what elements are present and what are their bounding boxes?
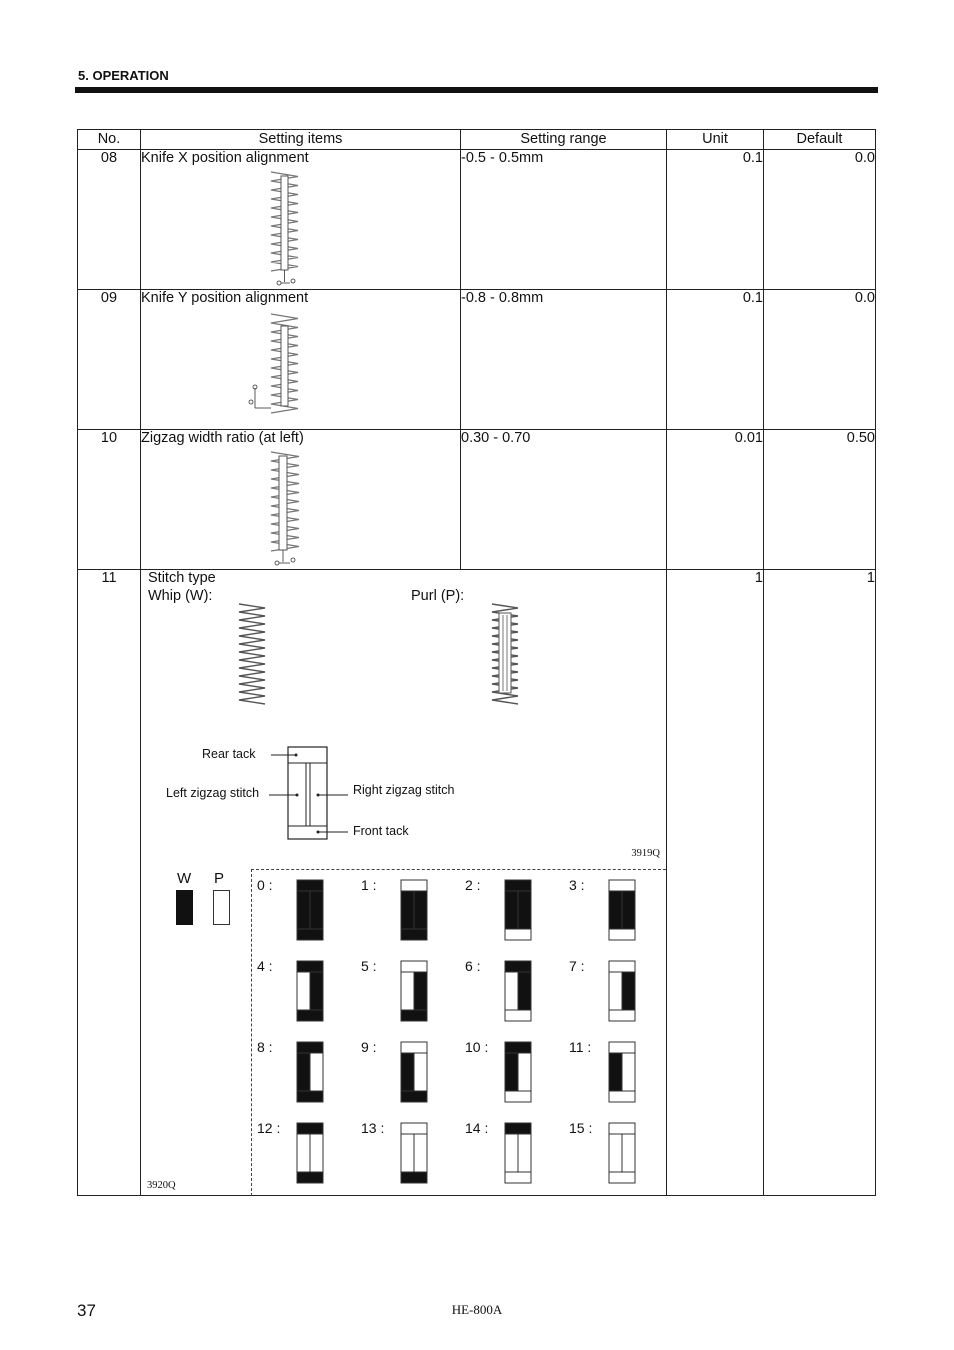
stitch-type-13-front-tack (401, 1172, 427, 1183)
col-header-unit: Unit (667, 130, 764, 150)
stitch-type-12-rear-tack (297, 1123, 323, 1134)
col-header-setting-items: Setting items (141, 130, 461, 150)
type-label-15: 15 : (569, 1120, 593, 1136)
stitch-type-14-left-zigzag (505, 1134, 518, 1172)
stitch-type-2-left-zigzag (505, 891, 518, 929)
row-no: 08 (78, 150, 141, 290)
stitch-type-5-right-zigzag (414, 972, 427, 1010)
stitch-type-3-right-zigzag (622, 891, 635, 929)
buttonhole-parts-diagram (266, 741, 366, 841)
stitch-type-3-rear-tack (609, 880, 635, 891)
stitch-type-14-rear-tack (505, 1123, 531, 1134)
stitch-type-10-rear-tack (505, 1042, 531, 1053)
type-label-11: 11 : (569, 1039, 592, 1055)
stitch-type-13-left-zigzag (401, 1134, 414, 1172)
stitch-type-6-rear-tack (505, 961, 531, 972)
table-row (78, 430, 876, 570)
stitch-type-1-rear-tack (401, 880, 427, 891)
stitch-type-14-front-tack (505, 1172, 531, 1183)
stitch-type-13-rear-tack (401, 1123, 427, 1134)
front-tack-label: Front tack (353, 824, 409, 838)
type-label-3: 3 : (569, 877, 585, 893)
col-header-no: No. (78, 130, 141, 150)
stitch-type-9-right-zigzag (414, 1053, 427, 1091)
table-row (78, 290, 876, 430)
stitch-type-8-left-zigzag (297, 1053, 310, 1091)
stitch-type-8-rear-tack (297, 1042, 323, 1053)
header-rule (75, 87, 878, 93)
row-no: 09 (78, 290, 141, 430)
stitch-type-15-front-tack (609, 1172, 635, 1183)
stitch-type-6-left-zigzag (505, 972, 518, 1010)
row-item (141, 430, 461, 570)
stitch-type-15-left-zigzag (609, 1134, 622, 1172)
stitch-type-0-left-zigzag (297, 891, 310, 929)
type-label-0: 0 : (257, 877, 273, 893)
row-unit: 1 (667, 570, 764, 1196)
stitch-type-7-left-zigzag (609, 972, 622, 1010)
type-label-1: 1 : (361, 877, 377, 893)
row-default: 1 (764, 570, 876, 1196)
stitch-type-1-left-zigzag (401, 891, 414, 929)
row-range: -0.8 - 0.8mm (461, 290, 667, 430)
stitch-type-0-front-tack (297, 929, 323, 940)
stitch-type-4-left-zigzag (297, 972, 310, 1010)
purl-stitch-illustration (490, 603, 520, 705)
col-header-default: Default (764, 130, 876, 150)
row-item (141, 570, 667, 1196)
stitch-type-7-front-tack (609, 1010, 635, 1021)
row-no: 10 (78, 430, 141, 570)
stitch-type-1-right-zigzag (414, 891, 427, 929)
row-item (141, 290, 461, 430)
stitch-type-12-left-zigzag (297, 1134, 310, 1172)
stitch-type-5-left-zigzag (401, 972, 414, 1010)
stitch-type-7-right-zigzag (622, 972, 635, 1010)
row-default: 0.0 (764, 290, 876, 430)
stitch-type-11-left-zigzag (609, 1053, 622, 1091)
row-default: 0.0 (764, 150, 876, 290)
figure-code-1: 3919Q (631, 848, 660, 859)
table-header-row (78, 130, 876, 150)
stitch-type-15-right-zigzag (622, 1134, 635, 1172)
row-unit: 0.1 (667, 150, 764, 290)
whip-label: Whip (W): (148, 588, 213, 604)
type-label-12: 12 : (257, 1120, 281, 1136)
stitch-type-14-right-zigzag (518, 1134, 531, 1172)
stitch-type-2-front-tack (505, 929, 531, 940)
table-row (78, 150, 876, 290)
zigzag-width-diagram (266, 450, 306, 568)
row-default: 0.50 (764, 430, 876, 570)
stitch-type-10-right-zigzag (518, 1053, 531, 1091)
type-label-14: 14 : (465, 1120, 489, 1136)
type-label-13: 13 : (361, 1120, 385, 1136)
right-zigzag-label: Right zigzag stitch (353, 783, 455, 797)
stitch-type-2-right-zigzag (518, 891, 531, 929)
type-label-5: 5 : (361, 958, 377, 974)
section-title: 5. OPERATION (78, 68, 169, 83)
purl-label: Purl (P): (411, 588, 465, 604)
row-range: -0.5 - 0.5mm (461, 150, 667, 290)
stitch-type-12-front-tack (297, 1172, 323, 1183)
stitch-type-4-front-tack (297, 1010, 323, 1021)
type-label-7: 7 : (569, 958, 585, 974)
row-item-label: Knife Y position alignment (141, 290, 309, 306)
whip-stitch-illustration (237, 603, 267, 705)
stitch-type-11-right-zigzag (622, 1053, 635, 1091)
type-label-4: 4 : (257, 958, 273, 974)
row-unit: 0.1 (667, 290, 764, 430)
stitch-type-2-rear-tack (505, 880, 531, 891)
stitch-type-0-rear-tack (297, 880, 323, 891)
stitch-type-6-right-zigzag (518, 972, 531, 1010)
knife-x-diagram (266, 170, 306, 288)
row-item-label: Stitch type (148, 570, 216, 586)
table-row (78, 570, 876, 1196)
stitch-type-9-front-tack (401, 1091, 427, 1102)
type-label-8: 8 : (257, 1039, 273, 1055)
legend-p-swatch (213, 890, 230, 925)
stitch-type-5-front-tack (401, 1010, 427, 1021)
stitch-type-13-right-zigzag (414, 1134, 427, 1172)
stitch-type-9-left-zigzag (401, 1053, 414, 1091)
stitch-type-3-left-zigzag (609, 891, 622, 929)
stitch-type-10-left-zigzag (505, 1053, 518, 1091)
stitch-type-9-rear-tack (401, 1042, 427, 1053)
figure-code-2: 3920Q (147, 1180, 176, 1191)
row-item (141, 150, 461, 290)
legend-w-label: W (177, 870, 192, 887)
page-number: 37 (77, 1301, 96, 1320)
stitch-type-12-right-zigzag (310, 1134, 323, 1172)
stitch-type-8-front-tack (297, 1091, 323, 1102)
stitch-type-15-rear-tack (609, 1123, 635, 1134)
stitch-type-8-right-zigzag (310, 1053, 323, 1091)
row-range: 0.30 - 0.70 (461, 430, 667, 570)
col-header-setting-range: Setting range (461, 130, 667, 150)
left-zigzag-label: Left zigzag stitch (166, 786, 260, 800)
stitch-type-icons (251, 869, 665, 1195)
stitch-type-11-rear-tack (609, 1042, 635, 1053)
row-no: 11 (78, 570, 141, 1196)
type-label-10: 10 : (465, 1039, 489, 1055)
stitch-type-3-front-tack (609, 929, 635, 940)
model-name: HE-800A (451, 1302, 503, 1317)
type-label-9: 9 : (361, 1039, 377, 1055)
stitch-type-5-rear-tack (401, 961, 427, 972)
type-label-2: 2 : (465, 877, 481, 893)
row-item-label: Zigzag width ratio (at left) (141, 430, 304, 446)
settings-table (77, 129, 876, 1196)
rear-tack-label: Rear tack (202, 747, 256, 761)
stitch-type-7-rear-tack (609, 961, 635, 972)
stitch-type-4-rear-tack (297, 961, 323, 972)
stitch-type-0-right-zigzag (310, 891, 323, 929)
type-label-6: 6 : (465, 958, 481, 974)
stitch-type-11-front-tack (609, 1091, 635, 1102)
legend-w-swatch (176, 890, 193, 925)
legend-p-label: P (214, 870, 225, 887)
knife-y-diagram (247, 312, 307, 422)
row-unit: 0.01 (667, 430, 764, 570)
row-item-label: Knife X position alignment (141, 150, 309, 166)
stitch-type-4-right-zigzag (310, 972, 323, 1010)
stitch-type-1-front-tack (401, 929, 427, 940)
stitch-type-10-front-tack (505, 1091, 531, 1102)
stitch-type-6-front-tack (505, 1010, 531, 1021)
